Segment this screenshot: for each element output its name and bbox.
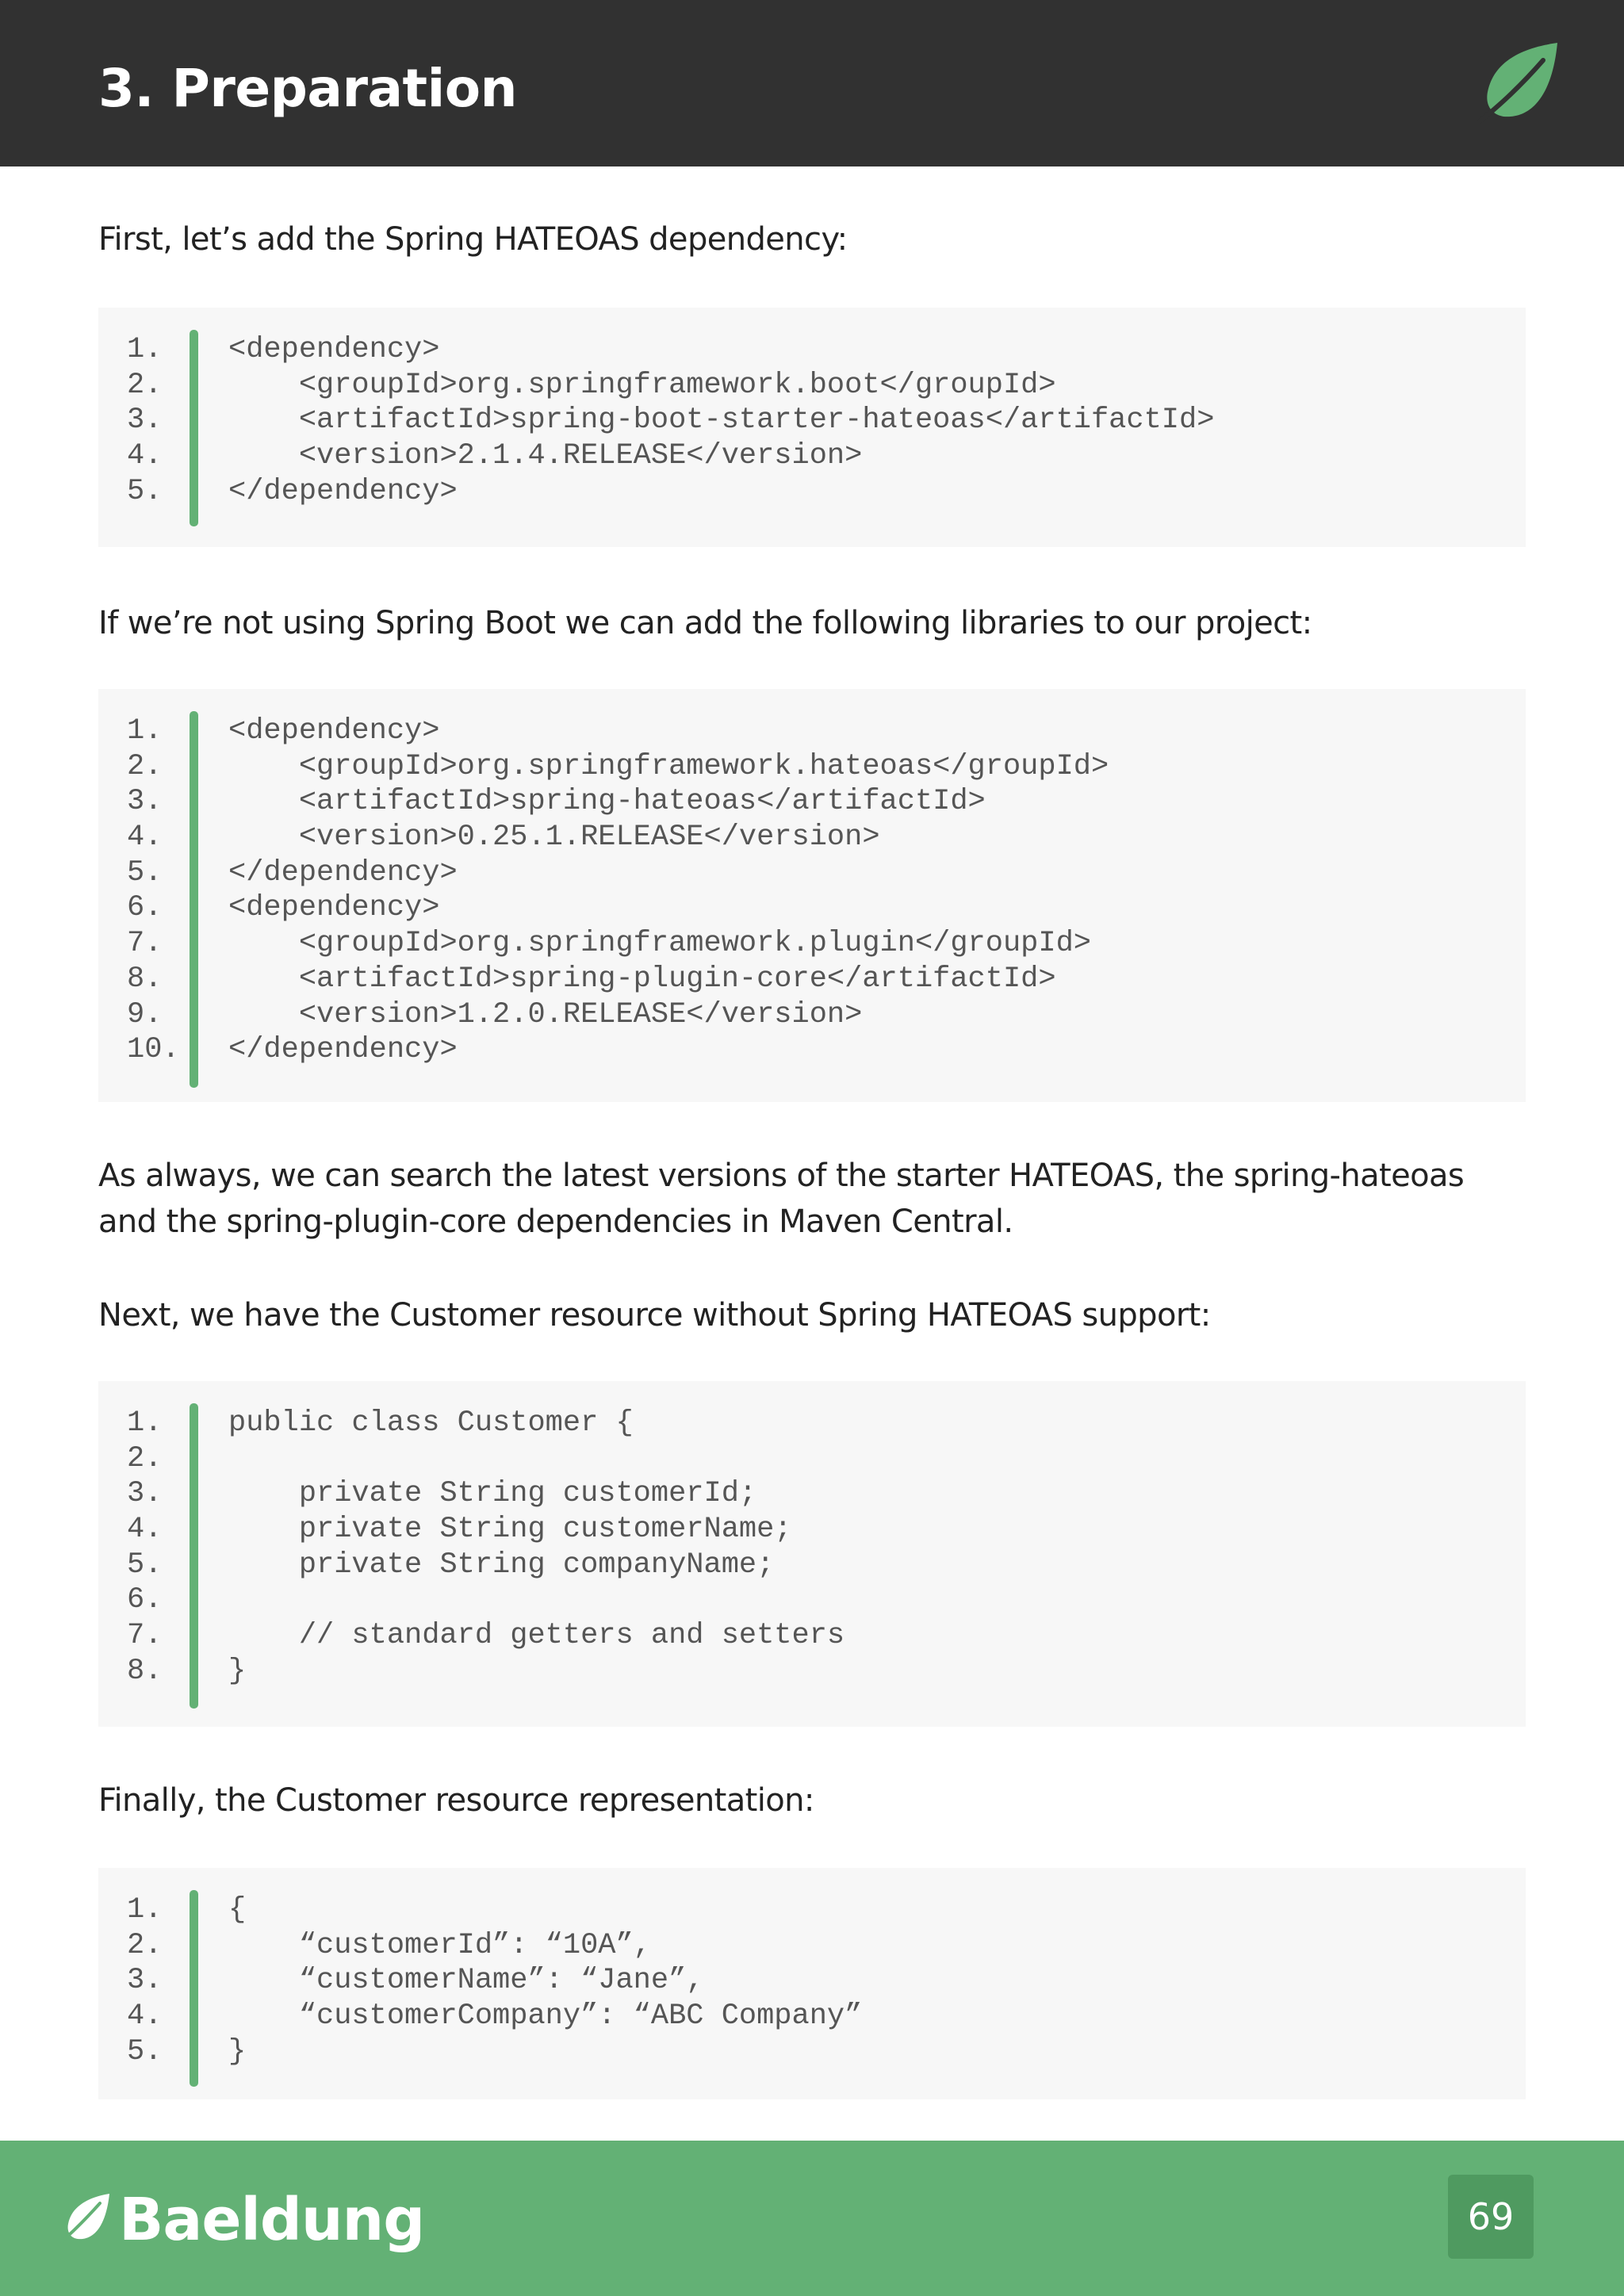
page-header [0, 0, 1624, 166]
page-number: 69 [1448, 2175, 1534, 2259]
page-title: 3. Preparation [98, 58, 518, 119]
code-block-boot-dependency: 1. <dependency> 2. <groupId>org.springframework.boot</groupId> 3. <artifactId>spring-boot-starter-hateoas</artifactId> 4. <version>2.1.4.RELEASE</version> 5. </dependency> [98, 308, 1526, 547]
code-accent-bar [190, 1890, 198, 2087]
code-block-hateoas-libraries: 1. <dependency> 2. <groupId>org.springframework.hateoas</groupId> 3. <artifactId>spring-hateoas</artifactId> 4. <version>0.25.1.RELEASE</version> 5. </dependency> 6. <dependency> 7. <groupId>org.springframework.plugin</groupId> 8. <artifactId>spring-plugin-core</artifactId> 9. <version>1.2.0.RELEASE</version> 10. </dependency> [98, 689, 1526, 1102]
paragraph-customer-resource: Next, we have the Customer resource without Spring HATEOAS support: [98, 1297, 1211, 1334]
code-block-customer-json: 1. { 2. “customerId”: “10A”, 3. “customerName”: “Jane”, 4. “customerCompany”: “ABC Company” 5. } [98, 1868, 1526, 2099]
code-block-customer-class: 1. public class Customer { 2. 3. private String customerId; 4. private String customerName; 5. private String companyName; 6. 7. // standard getters and setters 8. } [98, 1381, 1526, 1727]
paragraph-no-boot: If we’re not using Spring Boot we can add the following libraries to our project: [98, 605, 1312, 641]
leaf-icon [60, 2192, 113, 2243]
paragraph-intro: First, let’s add the Spring HATEOAS dependency: [98, 221, 848, 258]
paragraph-representation: Finally, the Customer resource representation: [98, 1782, 814, 1819]
code-accent-bar [190, 711, 198, 1088]
leaf-icon [1477, 41, 1564, 124]
paragraph-maven-central: As always, we can search the latest versions of the starter HATEOAS, the spring-hateoas and the spring-plugin-core dependencies in Maven Central. [98, 1158, 1465, 1240]
code-accent-bar [190, 330, 198, 526]
code-accent-bar [190, 1403, 198, 1709]
brand-name: Baeldung [119, 2186, 425, 2254]
